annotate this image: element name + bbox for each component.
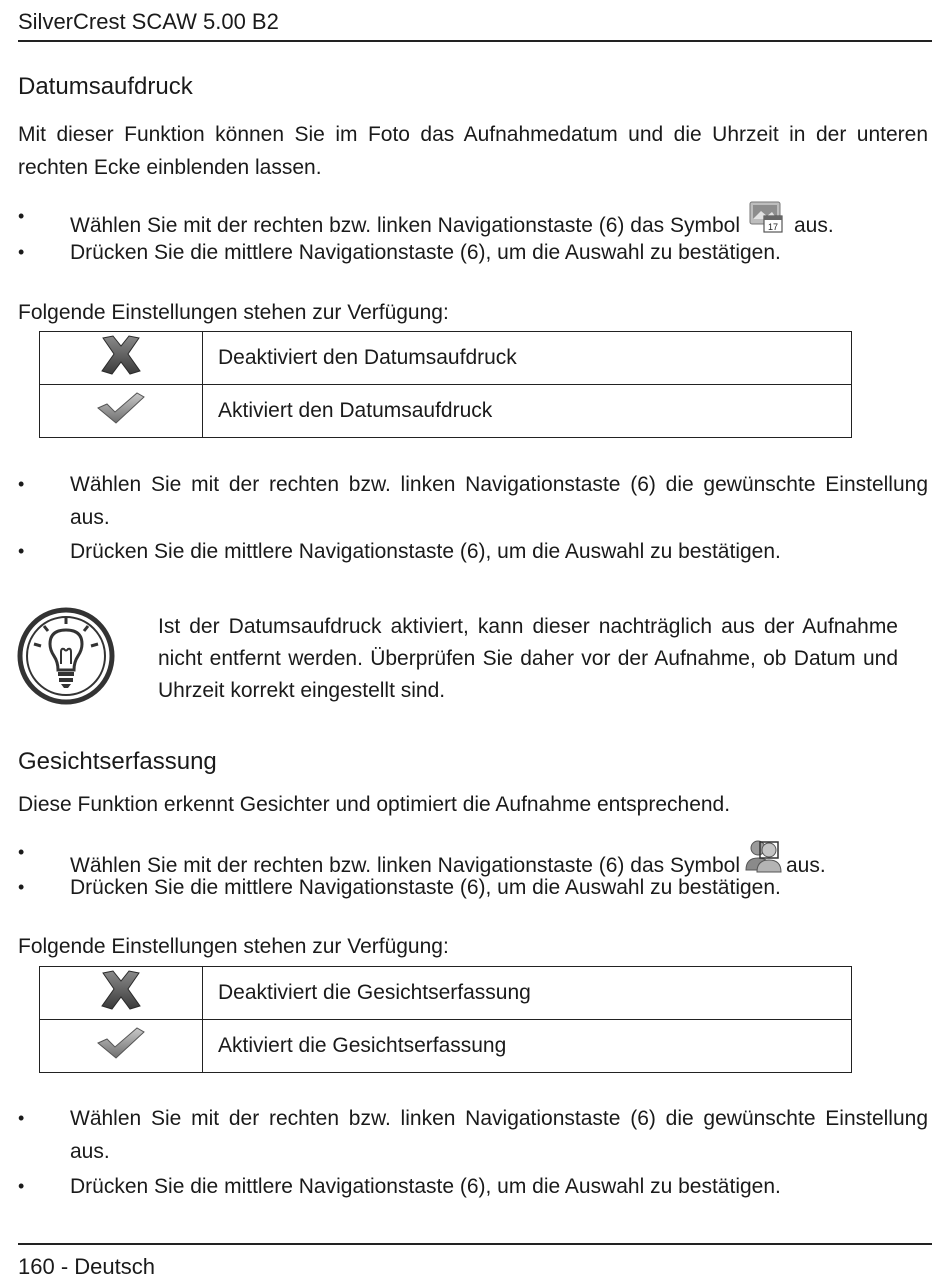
lightbulb-icon	[16, 606, 116, 711]
table-row	[40, 385, 852, 438]
cross-icon	[97, 334, 145, 376]
list-item	[18, 871, 928, 904]
list-item	[18, 236, 928, 269]
list-item-text: Wählen Sie mit der rechten bzw. linken Navigationstaste (6) die gewünschte Einstellung aus.	[70, 1107, 928, 1163]
list-item-text-part: Wählen Sie mit der rechten bzw. linken Navigationstaste (6) das Symbol	[70, 214, 740, 237]
settings-table	[39, 966, 852, 1073]
page-footer	[18, 1243, 932, 1281]
bullet-dot: •	[18, 1176, 25, 1196]
list-item-text: Drücken Sie die mittlere Navigationstaste (6), um die Auswahl zu bestätigen.	[70, 540, 781, 563]
page-header	[18, 8, 932, 42]
svg-text:17: 17	[767, 222, 778, 232]
table-cell-icon	[40, 385, 203, 438]
bullet-dot: •	[18, 206, 25, 226]
table-cell-icon	[40, 332, 203, 385]
cross-icon	[97, 969, 145, 1011]
document-title: SilverCrest SCAW 5.00 B2	[18, 9, 279, 34]
option-label: Aktiviert den Datumsaufdruck	[203, 385, 852, 438]
list-item-text: Drücken Sie die mittlere Navigationstaste (6), um die Auswahl zu bestätigen.	[70, 876, 781, 899]
check-icon	[95, 1025, 147, 1061]
list-item	[18, 535, 928, 568]
bullet-dot: •	[18, 842, 25, 862]
bullet-dot: •	[18, 242, 25, 262]
bullet-dot: •	[18, 1108, 25, 1128]
settings-heading: Folgende Einstellungen stehen zur Verfügung:	[18, 301, 449, 324]
table-row	[40, 1020, 852, 1073]
page-number: 160 - Deutsch	[18, 1254, 155, 1279]
list-item	[18, 1102, 928, 1168]
list-item-text-part: aus.	[785, 854, 826, 877]
bullet-dot: •	[18, 541, 25, 561]
hint-text: Ist der Datumsaufdruck aktiviert, kann dieser nachträglich aus der Aufnahme nicht entfernt werden. Überprüfen Sie daher vor der Aufnahme, ob Datum und Uhrzeit korrekt eingestellt sind.	[158, 615, 898, 702]
settings-heading: Folgende Einstellungen stehen zur Verfügung:	[18, 935, 449, 958]
option-label: Deaktiviert den Datumsaufdruck	[203, 332, 852, 385]
list-item-text: Drücken Sie die mittlere Navigationstaste (6), um die Auswahl zu bestätigen.	[70, 1175, 781, 1198]
section-intro-date-stamp: Mit dieser Funktion können Sie im Foto das Aufnahmedatum und die Uhrzeit in der unteren rechten Ecke einblenden lassen.	[18, 123, 928, 179]
list-item-text: Drücken Sie die mittlere Navigationstaste (6), um die Auswahl zu bestätigen.	[70, 241, 781, 264]
section-title-date-stamp: Datumsaufdruck	[18, 73, 193, 100]
list-item-text-part: Wählen Sie mit der rechten bzw. linken Navigationstaste (6) das Symbol	[70, 854, 740, 877]
table-row	[40, 332, 852, 385]
option-label: Deaktiviert die Gesichtserfassung	[203, 967, 852, 1020]
bullet-dot: •	[18, 877, 25, 897]
table-cell-icon	[40, 1020, 203, 1073]
list-item	[18, 468, 928, 534]
section-intro-face-detection: Diese Funktion erkennt Gesichter und optimiert die Aufnahme entsprechend.	[18, 793, 731, 816]
option-label: Aktiviert die Gesichtserfassung	[203, 1020, 852, 1073]
section-title-face-detection: Gesichtserfassung	[18, 748, 217, 775]
table-row	[40, 967, 852, 1020]
settings-table	[39, 331, 852, 438]
check-icon	[95, 390, 147, 426]
table-cell-icon	[40, 967, 203, 1020]
list-item-text: Wählen Sie mit der rechten bzw. linken Navigationstaste (6) die gewünschte Einstellung aus.	[70, 473, 928, 529]
list-item-text-part: aus.	[793, 214, 834, 237]
list-item	[18, 1170, 928, 1203]
bullet-dot: •	[18, 474, 25, 494]
